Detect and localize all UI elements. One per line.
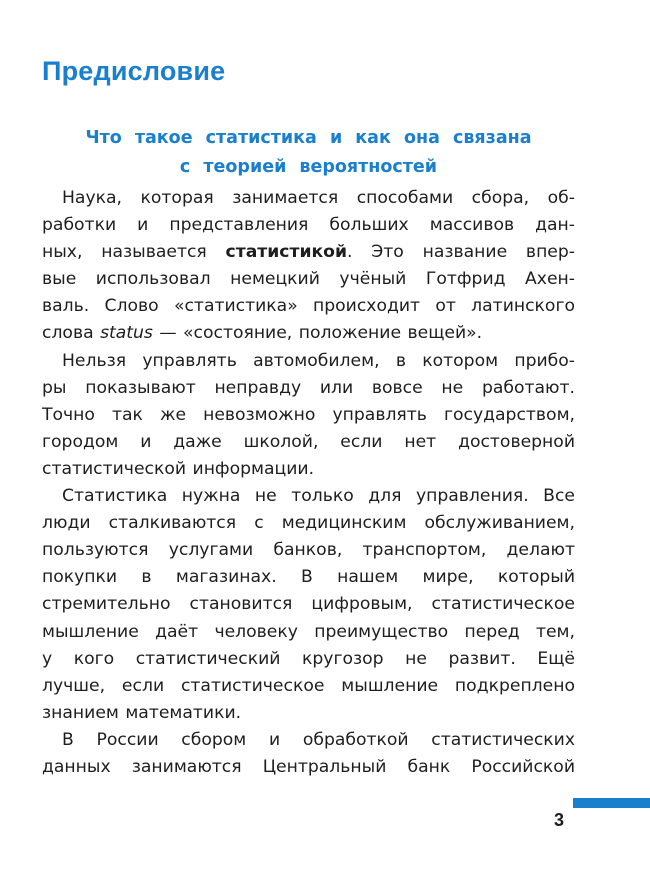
text-line: статистической информации. (42, 458, 315, 479)
text-line: городом и даже школой, если нет достоверной (42, 431, 575, 452)
text-fragment: . Это название впер- (347, 242, 575, 263)
paragraph-1 (42, 185, 575, 348)
section-title-line-2: с теорией вероятностей (179, 157, 438, 177)
text-line: В России сбором и обработкой статистических (62, 729, 575, 750)
text-line: Нельзя управлять автомобилем, в котором прибо- (62, 350, 575, 371)
text-line: стремительно становится цифровым, статистическое (42, 594, 575, 615)
section-title-line-1: Что такое статистика и как она связана (85, 128, 532, 148)
text-fragment: слова (42, 323, 101, 344)
text-line: Статистика нужна не только для управления. Все (62, 486, 575, 507)
text-line: покупки в магазинах. В нашем мире, который (42, 567, 575, 588)
page-number: 3 (554, 810, 565, 830)
paragraph-4 (42, 727, 575, 781)
text-line (42, 320, 575, 347)
text-line: лучше, если статистическое мышление подкреплено (42, 675, 575, 696)
paragraph-2 (42, 348, 575, 483)
text-line: Наука, которая занимается способами сбора, об- (62, 188, 575, 208)
term-statistics: статистикой (225, 242, 348, 263)
text-line (42, 239, 575, 266)
text-fragment: ных, называется (42, 242, 226, 263)
paragraph-3 (42, 483, 575, 727)
text-line: мышление даёт человеку преимущество перед тем, (42, 621, 575, 642)
text-fragment: — «состояние, положение вещей». (152, 323, 483, 344)
text-line: знанием математики. (42, 702, 242, 723)
text-line: вые использовал немецкий учёный Готфрид Ахен- (42, 269, 575, 290)
text-line: валь. Слово «статистика» происходит от латинского (42, 296, 575, 317)
text-line: работки и представления больших массивов дан- (42, 215, 575, 236)
text-line: люди сталкиваются с медицинским обслуживанием, (42, 513, 575, 534)
text-line: у кого статистический кругозор не развит. Ещё (42, 648, 575, 669)
section-title (42, 124, 575, 182)
page-accent-bar (573, 798, 650, 808)
term-status: status (100, 323, 153, 344)
body-text (42, 185, 575, 781)
text-line: ры показывают неправду или вовсе не работают. (42, 377, 575, 398)
text-line: пользуются услугами банков, транспортом, делают (42, 540, 575, 561)
page-title: Предисловие (42, 56, 226, 86)
text-line: Точно так же невозможно управлять государством, (42, 404, 575, 425)
text-line: данных занимаются Центральный банк Российской (42, 756, 575, 777)
